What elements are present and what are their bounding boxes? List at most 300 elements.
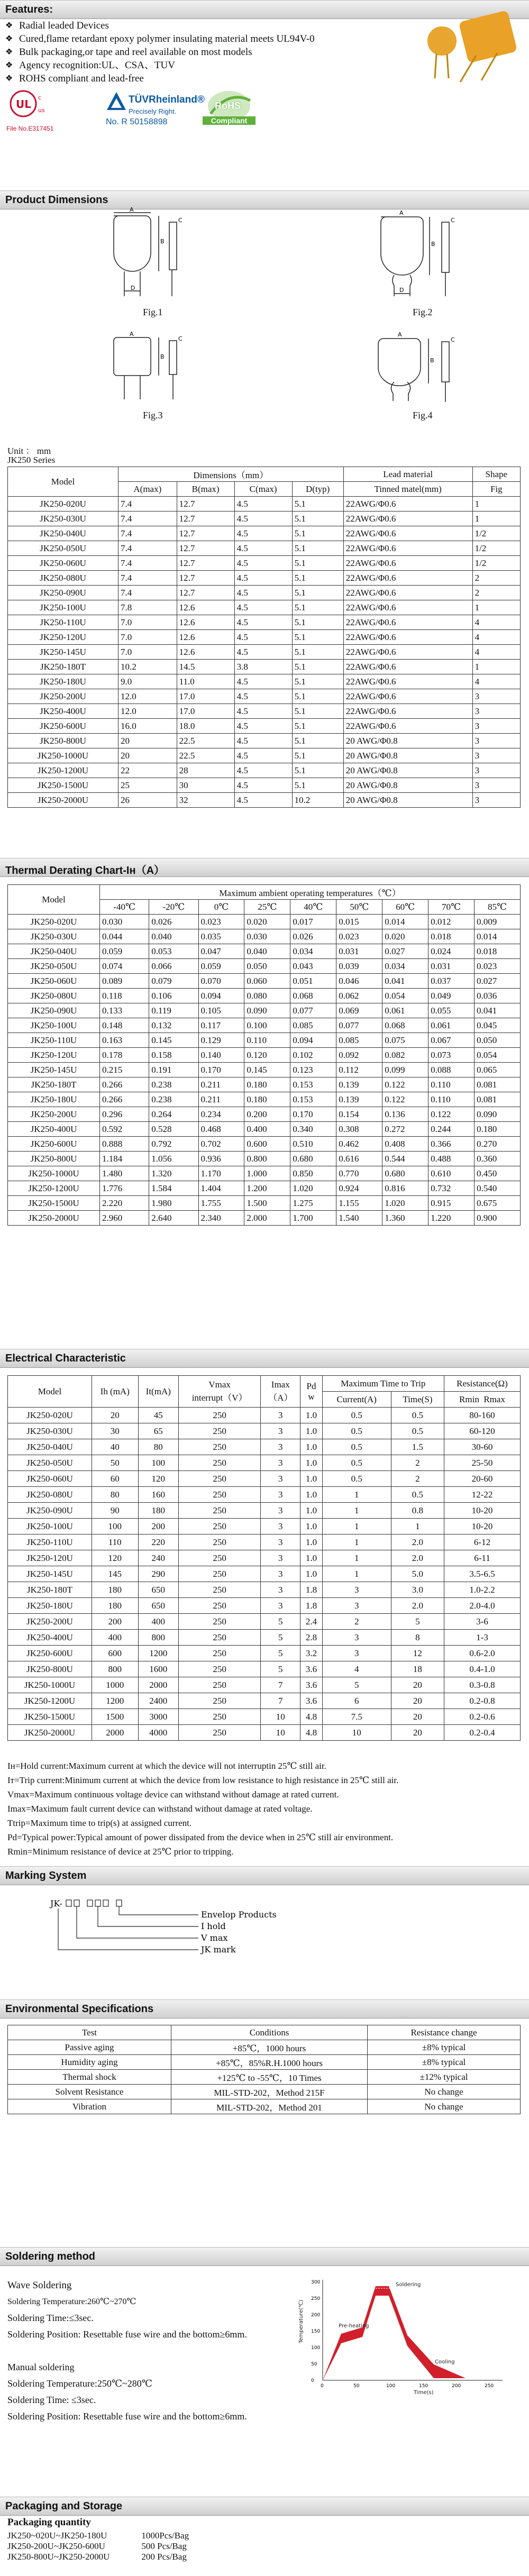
env-cell: Solvent Resistance (8, 2085, 171, 2099)
value-cell: 0.139 (336, 1092, 382, 1107)
solder-line: Soldering Position: Resettable fuse wire and the bottom≥6mm. (7, 2411, 247, 2422)
value-cell: 0.915 (428, 1196, 475, 1211)
el-head-current: Current(A) (322, 1392, 391, 1408)
table-row (8, 1152, 521, 1166)
value-cell: 20 (118, 748, 177, 763)
value-cell: 250 (179, 1550, 261, 1566)
table-row (8, 748, 521, 763)
model-cell: JK250-020U (8, 1408, 92, 1423)
value-cell: 240 (138, 1550, 179, 1566)
value-cell: 0.043 (290, 959, 336, 974)
y-tick-label: 50 (311, 2362, 317, 2367)
table-row (8, 586, 521, 600)
chart-label: Pre-heating (339, 2323, 369, 2329)
value-cell: 22.5 (177, 734, 234, 748)
chart-label: Soldering (396, 2282, 421, 2288)
value-cell: 0.816 (382, 1181, 428, 1196)
value-cell: 0.041 (382, 974, 428, 989)
value-cell: 0.065 (475, 1063, 521, 1077)
value-cell: 0.122 (382, 1092, 428, 1107)
value-cell: 0.077 (290, 1003, 336, 1018)
value-cell: 20 (391, 1693, 444, 1709)
value-cell: 0.153 (290, 1092, 336, 1107)
value-cell: 12.7 (177, 586, 234, 600)
value-cell: 0.051 (290, 974, 336, 989)
value-cell: 1.0 (300, 1439, 322, 1455)
value-cell: 20 (92, 1408, 139, 1423)
value-cell: 2.960 (100, 1211, 149, 1226)
dimensions-table (7, 467, 521, 808)
value-cell: 5.1 (292, 526, 343, 541)
table-row (8, 511, 521, 526)
value-cell: 0.119 (149, 1003, 198, 1018)
table-row (8, 497, 521, 511)
value-cell: 1.320 (149, 1166, 198, 1181)
fig2-drawing (370, 209, 471, 302)
value-cell: 5.1 (292, 600, 343, 615)
value-cell: 0.034 (290, 944, 336, 959)
value-cell: 0.266 (100, 1092, 149, 1107)
value-cell: 12.7 (177, 511, 234, 526)
value-cell: 2400 (138, 1693, 179, 1709)
value-cell: 3 (261, 1582, 300, 1598)
value-cell: 3 (322, 1598, 391, 1614)
pack-cell: JK250-200U~JK250-600U (7, 2541, 105, 2551)
value-cell: 0.012 (428, 915, 475, 929)
note: Ttrip=Maximum time to trip(s) at assigned current. (7, 1818, 192, 1828)
value-cell: 0.085 (336, 1033, 382, 1048)
value-cell: 10.2 (292, 793, 343, 808)
env-cell: MIL-STD-202，Method 215F (171, 2085, 368, 2099)
model-cell: JK250-060U (8, 556, 118, 571)
value-cell: 0.211 (198, 1077, 244, 1092)
value-cell: 5.1 (292, 645, 343, 660)
value-cell: 0.081 (475, 1077, 521, 1092)
value-cell: 3 (261, 1455, 300, 1471)
value-cell: 3.6 (300, 1677, 322, 1693)
value-cell: 0.145 (244, 1063, 290, 1077)
value-cell: 1.0 (300, 1423, 322, 1439)
value-cell: 5.1 (292, 674, 343, 689)
value-cell: 5.1 (292, 511, 343, 526)
value-cell: 0.018 (428, 929, 475, 944)
value-cell: 1 (322, 1519, 391, 1534)
value-cell: 4.5 (234, 719, 292, 734)
svg-text:A: A (399, 209, 404, 216)
value-cell: 5 (261, 1646, 300, 1661)
model-cell: JK250-200U (8, 689, 118, 704)
marking-bar (0, 1866, 529, 1885)
value-cell: 0.888 (100, 1137, 149, 1152)
model-cell: JK250-1200U (8, 1181, 100, 1196)
packaging-bar (0, 2497, 529, 2516)
value-cell: 0.3-0.8 (444, 1677, 521, 1693)
rohs-logo (200, 90, 258, 127)
value-cell: 20-60 (444, 1471, 521, 1487)
env-cell: MIL-STD-202，Method 201 (171, 2099, 368, 2114)
dim-head-model: Model (8, 467, 118, 497)
value-cell: 3 (261, 1439, 300, 1455)
temp-header: 25℃ (244, 900, 290, 915)
value-cell: 0.075 (382, 1033, 428, 1048)
value-cell: 26 (118, 793, 177, 808)
fig4-label: Fig.4 (413, 410, 433, 421)
value-cell: 0.211 (198, 1092, 244, 1107)
solder-line: Soldering Position: Resettable fuse wire and the bottom≥6mm. (7, 2329, 247, 2340)
value-cell: 20 (391, 1725, 444, 1741)
value-cell: 1.0 (300, 1566, 322, 1582)
dim-head-lead: Lead material (343, 467, 472, 482)
table-row (8, 1725, 521, 1741)
value-cell: 0.020 (382, 929, 428, 944)
value-cell: 7.4 (118, 586, 177, 600)
value-cell: 0.5 (391, 1487, 444, 1503)
value-cell: 22AWG/Φ0.6 (343, 511, 472, 526)
model-cell: JK250-800U (8, 1152, 100, 1166)
model-cell: JK250-800U (8, 734, 118, 748)
el-head-vmax-sub: interrupt（V） (191, 1393, 248, 1403)
value-cell: 0.528 (149, 1122, 198, 1137)
value-cell: 0.039 (336, 959, 382, 974)
value-cell: 250 (179, 1471, 261, 1487)
value-cell: 0.105 (198, 1003, 244, 1018)
value-cell: 5.1 (292, 615, 343, 630)
value-cell: 1.0 (300, 1550, 322, 1566)
value-cell: 3 (472, 778, 520, 793)
value-cell: 0.082 (382, 1048, 428, 1063)
svg-text:B: B (431, 241, 435, 248)
value-cell: 5.1 (292, 748, 343, 763)
soldering-profile-chart (296, 2274, 513, 2396)
value-cell: 45 (138, 1408, 179, 1423)
value-cell: 0.616 (336, 1152, 382, 1166)
value-cell: 0.170 (198, 1063, 244, 1077)
value-cell: 12.6 (177, 645, 234, 660)
value-cell: 0.090 (244, 1003, 290, 1018)
value-cell: 0.110 (244, 1033, 290, 1048)
table-row (8, 674, 521, 689)
value-cell: 28 (177, 763, 234, 778)
el-head-trip: Maximum Time to Trip (322, 1376, 444, 1392)
value-cell: 0.049 (428, 989, 475, 1003)
value-cell: 0.136 (382, 1107, 428, 1122)
value-cell: 0.680 (382, 1166, 428, 1181)
value-cell: 0.068 (290, 989, 336, 1003)
value-cell: 25-50 (444, 1455, 521, 1471)
value-cell: 8 (391, 1630, 444, 1646)
table-row (7, 2552, 221, 2562)
table-row (8, 1550, 521, 1566)
value-cell: 0.050 (244, 959, 290, 974)
solder-line: Soldering Time:≤3sec. (7, 2313, 94, 2323)
value-cell: 1.0 (300, 1503, 322, 1519)
value-cell: 1 (322, 1487, 391, 1503)
model-cell: JK250-090U (8, 1503, 92, 1519)
value-cell: 0.2-0.6 (444, 1709, 521, 1725)
model-cell: JK250-110U (8, 615, 118, 630)
value-cell: 22AWG/Φ0.6 (343, 600, 472, 615)
value-cell: 1.000 (244, 1166, 290, 1181)
value-cell: 250 (179, 1630, 261, 1646)
value-cell: 0.936 (198, 1152, 244, 1166)
table-row (8, 1048, 521, 1063)
value-cell: 0.027 (382, 944, 428, 959)
value-cell: 0.047 (198, 944, 244, 959)
value-cell: 0.035 (198, 929, 244, 944)
model-cell: JK250-040U (8, 1439, 92, 1455)
value-cell: 0.123 (290, 1063, 336, 1077)
model-cell: JK250-050U (8, 541, 118, 556)
series-label: JK250 Series (7, 455, 56, 465)
value-cell: 0.069 (336, 1003, 382, 1018)
temp-header: 0℃ (198, 900, 244, 915)
model-cell: JK250-180T (8, 1077, 100, 1092)
value-cell: 0.600 (244, 1137, 290, 1152)
value-cell: 0.031 (336, 944, 382, 959)
value-cell: 0.073 (428, 1048, 475, 1063)
model-cell: JK250-030U (8, 511, 118, 526)
value-cell: 20 AWG/Φ0.8 (343, 778, 472, 793)
value-cell: 22AWG/Φ0.6 (343, 497, 472, 511)
value-cell: 0.592 (100, 1122, 149, 1137)
table-row (8, 1018, 521, 1033)
model-cell: JK250-600U (8, 1137, 100, 1152)
environment-bar (0, 1999, 529, 2018)
value-cell: 5.1 (292, 778, 343, 793)
value-cell: 0.163 (100, 1033, 149, 1048)
marking-label: V max (201, 1933, 228, 1943)
value-cell: 12.7 (177, 556, 234, 571)
value-cell: 800 (138, 1630, 179, 1646)
value-cell: 0.089 (100, 974, 149, 989)
value-cell: 5.0 (391, 1566, 444, 1582)
value-cell: 0.5 (391, 1423, 444, 1439)
value-cell: 7.4 (118, 526, 177, 541)
model-cell: JK250-100U (8, 1018, 100, 1033)
model-cell: JK250-145U (8, 645, 118, 660)
marking-title: Marking System (5, 1870, 87, 1881)
value-cell: 1 (472, 660, 520, 674)
table-row (8, 1519, 521, 1534)
value-cell: 250 (179, 1677, 261, 1693)
value-cell: 5 (261, 1630, 300, 1646)
value-cell: 4 (472, 645, 520, 660)
value-cell: 0.122 (382, 1077, 428, 1092)
dim-head-dims: Dimensions（mm） (118, 467, 344, 482)
svg-text:D: D (131, 285, 135, 291)
temp-header: 70℃ (428, 900, 475, 915)
value-cell: 65 (138, 1423, 179, 1439)
env-cell: ±12% typical (368, 2070, 521, 2085)
value-cell: 0.140 (198, 1048, 244, 1063)
svg-text:C: C (451, 217, 455, 224)
value-cell: 250 (179, 1646, 261, 1661)
value-cell: 4.5 (234, 556, 292, 571)
value-cell: 4.5 (234, 541, 292, 556)
tuv-no: No. R 50158898 (106, 117, 168, 126)
value-cell: 1200 (138, 1646, 179, 1661)
table-row (7, 2541, 221, 2552)
value-cell: 0.070 (198, 974, 244, 989)
model-cell: JK250-050U (8, 1455, 92, 1471)
value-cell: 0.129 (198, 1033, 244, 1048)
value-cell: 5 (391, 1614, 444, 1630)
value-cell: 7.8 (118, 600, 177, 615)
env-head: Conditions (171, 2025, 368, 2040)
table-row (8, 1137, 521, 1152)
value-cell: 0.080 (244, 989, 290, 1003)
value-cell: 0.850 (290, 1166, 336, 1181)
chart-peak-label: 260 (365, 2281, 375, 2287)
value-cell: 7.4 (118, 571, 177, 586)
table-row (8, 1107, 521, 1122)
value-cell: 2 (391, 1455, 444, 1471)
value-cell: 0.062 (336, 989, 382, 1003)
table-row (8, 1487, 521, 1503)
value-cell: 7.4 (118, 511, 177, 526)
value-cell: 2.0 (391, 1534, 444, 1550)
value-cell: 3 (261, 1598, 300, 1614)
value-cell: 0.030 (244, 929, 290, 944)
tuv-sub: Precisely Right. (129, 107, 177, 115)
value-cell: 1 (472, 511, 520, 526)
model-cell: JK250-100U (8, 1519, 92, 1534)
value-cell: 0.148 (100, 1018, 149, 1033)
solder-line: Soldering Temperature:250℃~280℃ (7, 2378, 152, 2389)
table-row (8, 1166, 521, 1181)
value-cell: 0.180 (244, 1092, 290, 1107)
model-cell: JK250-110U (8, 1534, 92, 1550)
value-cell: 2000 (92, 1725, 139, 1741)
table-row (8, 689, 521, 704)
value-cell: 0.158 (149, 1048, 198, 1063)
value-cell: 10 (261, 1709, 300, 1725)
el-head-vmax: Vmax (208, 1380, 231, 1390)
soldering-title: Soldering method (5, 2251, 95, 2262)
value-cell: 22AWG/Φ0.6 (343, 645, 472, 660)
value-cell: 22AWG/Φ0.6 (343, 526, 472, 541)
value-cell: 0.036 (475, 989, 521, 1003)
el-head-imax: Imax (271, 1380, 290, 1390)
value-cell: 250 (179, 1614, 261, 1630)
model-cell: JK250-600U (8, 1646, 92, 1661)
table-row (8, 1614, 521, 1630)
value-cell: 5.1 (292, 556, 343, 571)
value-cell: 1.500 (244, 1196, 290, 1211)
value-cell: 3.6 (300, 1661, 322, 1677)
marking-label: JK mark (201, 1944, 236, 1954)
value-cell: 3 (472, 748, 520, 763)
table-row (8, 2085, 521, 2099)
model-cell: JK250-145U (8, 1566, 92, 1582)
svg-text:C: C (451, 336, 455, 343)
value-cell: 5.1 (292, 719, 343, 734)
value-cell: 2 (322, 1614, 391, 1630)
value-cell: 7.0 (118, 630, 177, 645)
value-cell: 250 (179, 1439, 261, 1455)
value-cell: 0.079 (149, 974, 198, 989)
value-cell: 0.366 (428, 1137, 475, 1152)
model-cell: JK250-120U (8, 630, 118, 645)
value-cell: 250 (179, 1408, 261, 1423)
value-cell: 3 (472, 719, 520, 734)
value-cell: 6-12 (444, 1534, 521, 1550)
value-cell: 1/2 (472, 541, 520, 556)
value-cell: 3-6 (444, 1614, 521, 1630)
value-cell: 250 (179, 1598, 261, 1614)
value-cell: 0.067 (428, 1033, 475, 1048)
env-cell: Thermal shock (8, 2070, 171, 2085)
svg-text:A: A (130, 206, 134, 213)
value-cell: 6-11 (444, 1550, 521, 1566)
model-cell: JK250-090U (8, 586, 118, 600)
value-cell: 0.031 (428, 959, 475, 974)
el-head-pd-sub: w (308, 1391, 315, 1402)
value-cell: 60-120 (444, 1423, 521, 1439)
rohs-label: Compliant (203, 116, 256, 125)
value-cell: 220 (138, 1534, 179, 1550)
model-cell: JK250-050U (8, 959, 100, 974)
value-cell: 0.215 (100, 1063, 149, 1077)
value-cell: 12.6 (177, 600, 234, 615)
value-cell: 12.7 (177, 497, 234, 511)
value-cell: 1.0 (300, 1455, 322, 1471)
value-cell: 40 (92, 1439, 139, 1455)
value-cell: 3 (261, 1550, 300, 1566)
el-head-ih: Ih (mA) (92, 1376, 139, 1408)
table-row (8, 1092, 521, 1107)
y-tick-label: 300 (311, 2280, 321, 2285)
value-cell: 0.040 (149, 929, 198, 944)
model-cell: JK250-080U (8, 571, 118, 586)
value-cell: 1.0-2.2 (444, 1582, 521, 1598)
note: Pd=Typical power:Typical amount of power dissipated from the device when in 25℃ still air environment. (7, 1832, 394, 1842)
table-row (8, 915, 521, 929)
value-cell: 0.037 (428, 974, 475, 989)
value-cell: 2.000 (244, 1211, 290, 1226)
svg-text:A: A (398, 331, 402, 338)
value-cell: 4.5 (234, 748, 292, 763)
marking-label: Envelop Products (201, 1910, 277, 1920)
value-cell: 120 (92, 1550, 139, 1566)
model-cell: JK250-180U (8, 1092, 100, 1107)
dim-sub: D(typ) (292, 482, 343, 497)
value-cell: 5.1 (292, 497, 343, 511)
table-row (8, 959, 521, 974)
table-row (8, 1455, 521, 1471)
value-cell: 22 (118, 763, 177, 778)
value-cell: 25 (118, 778, 177, 793)
value-cell: 60 (92, 1471, 139, 1487)
value-cell: 0.238 (149, 1092, 198, 1107)
table-row (8, 1196, 521, 1211)
model-cell: JK250-145U (8, 1063, 100, 1077)
pack-cell: JK250~020U~JK250-180U (7, 2531, 107, 2541)
value-cell: 12.6 (177, 630, 234, 645)
value-cell: 0.061 (428, 1018, 475, 1033)
value-cell: 4 (322, 1661, 391, 1677)
value-cell: 22AWG/Φ0.6 (343, 689, 472, 704)
table-row (8, 630, 521, 645)
value-cell: 1/2 (472, 556, 520, 571)
value-cell: 3 (322, 1630, 391, 1646)
value-cell: 0.040 (244, 944, 290, 959)
solder-line: Wave Soldering (7, 2280, 72, 2291)
value-cell: 1000 (92, 1677, 139, 1693)
table-row (8, 1439, 521, 1455)
model-cell: JK250-180T (8, 1582, 92, 1598)
value-cell: 3 (472, 763, 520, 778)
